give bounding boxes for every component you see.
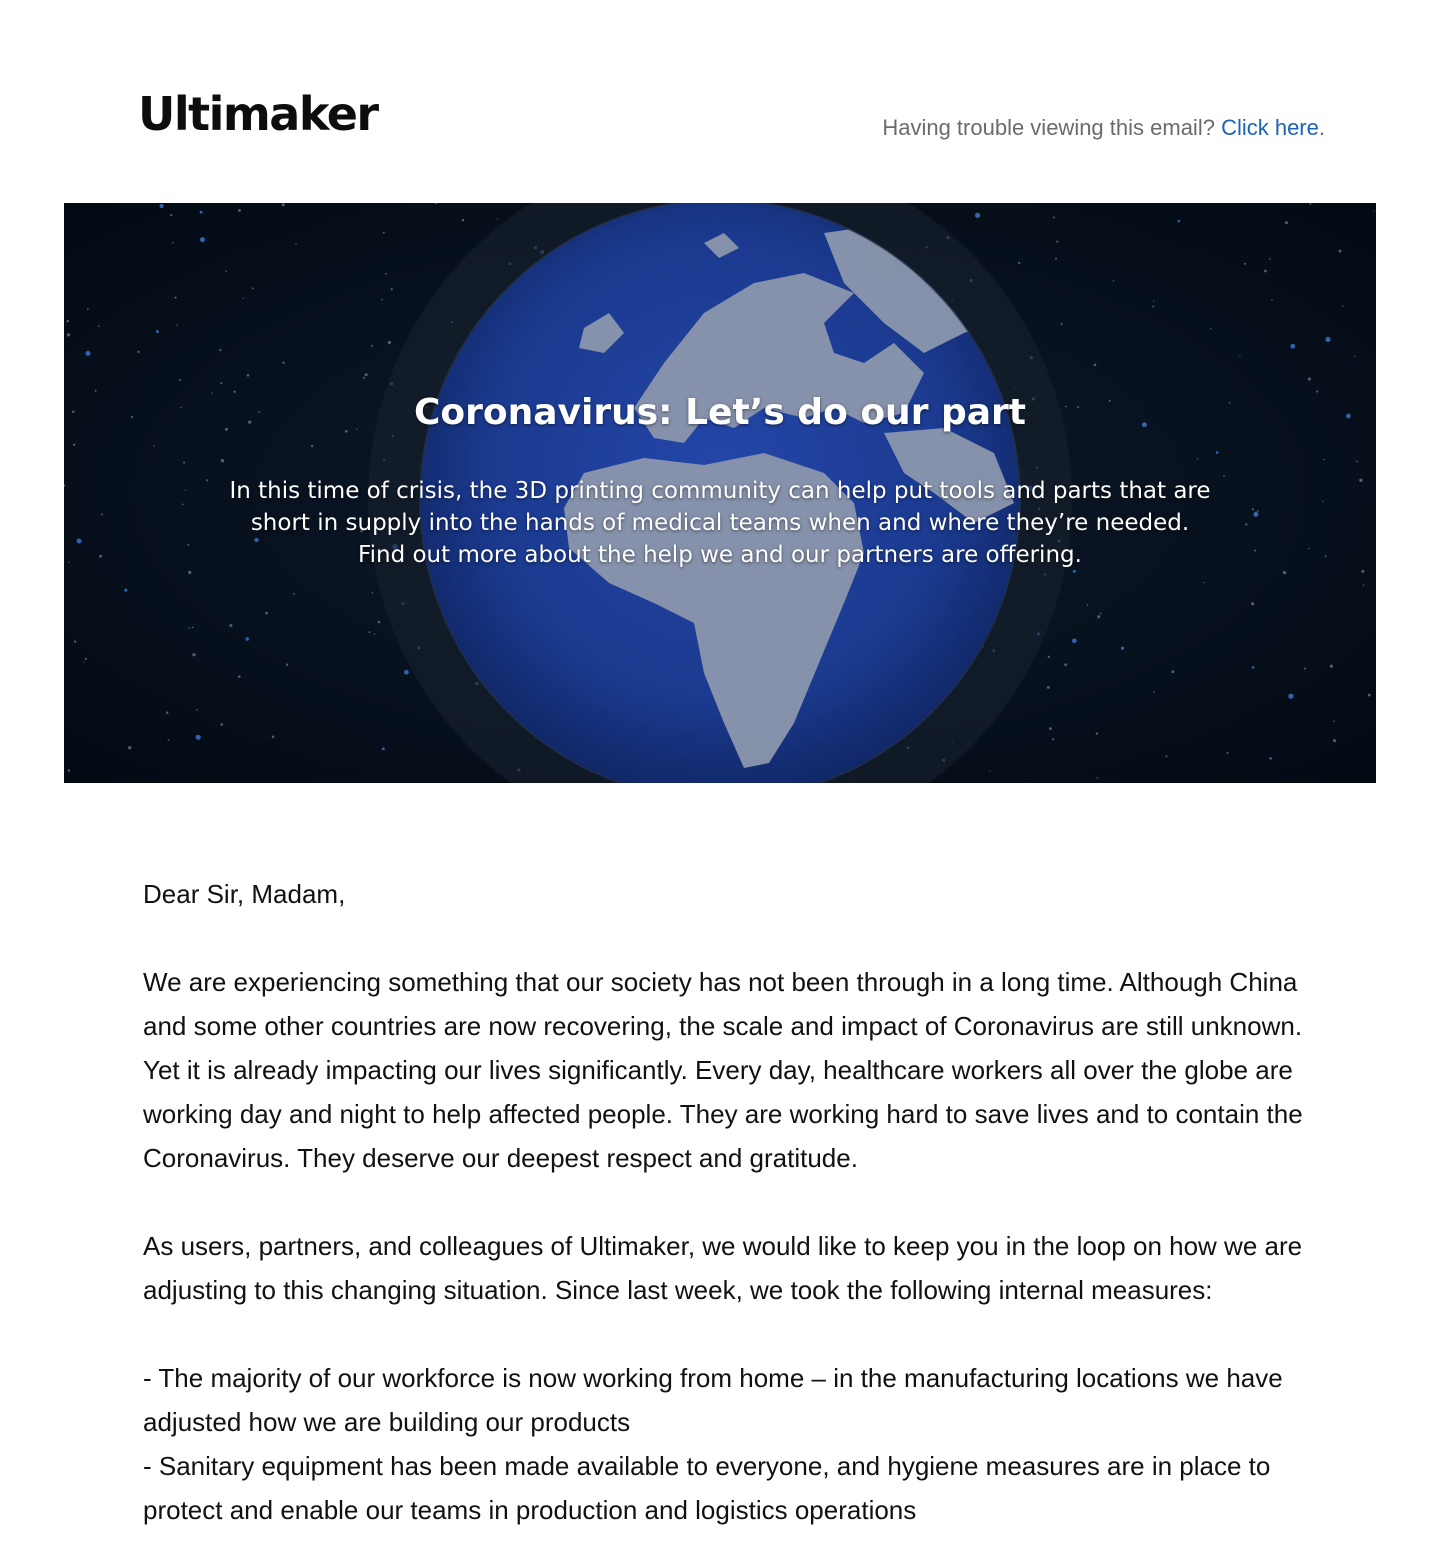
hero-description <box>64 475 1376 571</box>
hero-line: In this time of crisis, the 3D printing community can help put tools and parts that are <box>229 478 1211 504</box>
list-item: - The majority of our workforce is now working from home – in the manufacturing locations we have adjusted how we are building our products <box>143 1363 1283 1437</box>
view-in-browser-suffix: . <box>1318 115 1325 140</box>
view-in-browser-notice <box>882 114 1325 142</box>
greeting: Dear Sir, Madam, <box>143 879 346 909</box>
hero-line: short in supply into the hands of medical teams when and where they’re needed. <box>250 510 1190 536</box>
list-item: - Sanitary equipment has been made available to everyone, and hygiene measures are in place to protect and enable our teams in production and logistics operations <box>143 1451 1271 1525</box>
email-body <box>143 872 1313 1532</box>
view-in-browser-text: Having trouble viewing this email? <box>882 115 1222 140</box>
view-in-browser-link[interactable]: Click here <box>1221 115 1319 140</box>
hero-banner[interactable] <box>64 203 1376 783</box>
ultimaker-logo[interactable]: Ultimaker <box>138 87 378 141</box>
hero-title: Coronavirus: Let’s do our part <box>413 392 1027 433</box>
paragraph-measures: As users, partners, and colleagues of Ultimaker, we would like to keep you in the loop on how we are adjusting to this changing situation. Since last week, we took the following internal measures: <box>143 1231 1303 1305</box>
email-header <box>0 0 1440 200</box>
hero-line: Find out more about the help we and our partners are offering. <box>358 542 1082 568</box>
paragraph-intro: We are experiencing something that our society has not been through in a long time. Although China and some other countries are now recovering, the scale and impact of Coronavirus are still unknown. Yet it is already impacting our lives significantly. Every day, healthcare workers all over the globe are working day and night to help affected people. They are working hard to save lives and to contain the Coronavirus. They deserve our deepest respect and gratitude. <box>143 967 1303 1173</box>
